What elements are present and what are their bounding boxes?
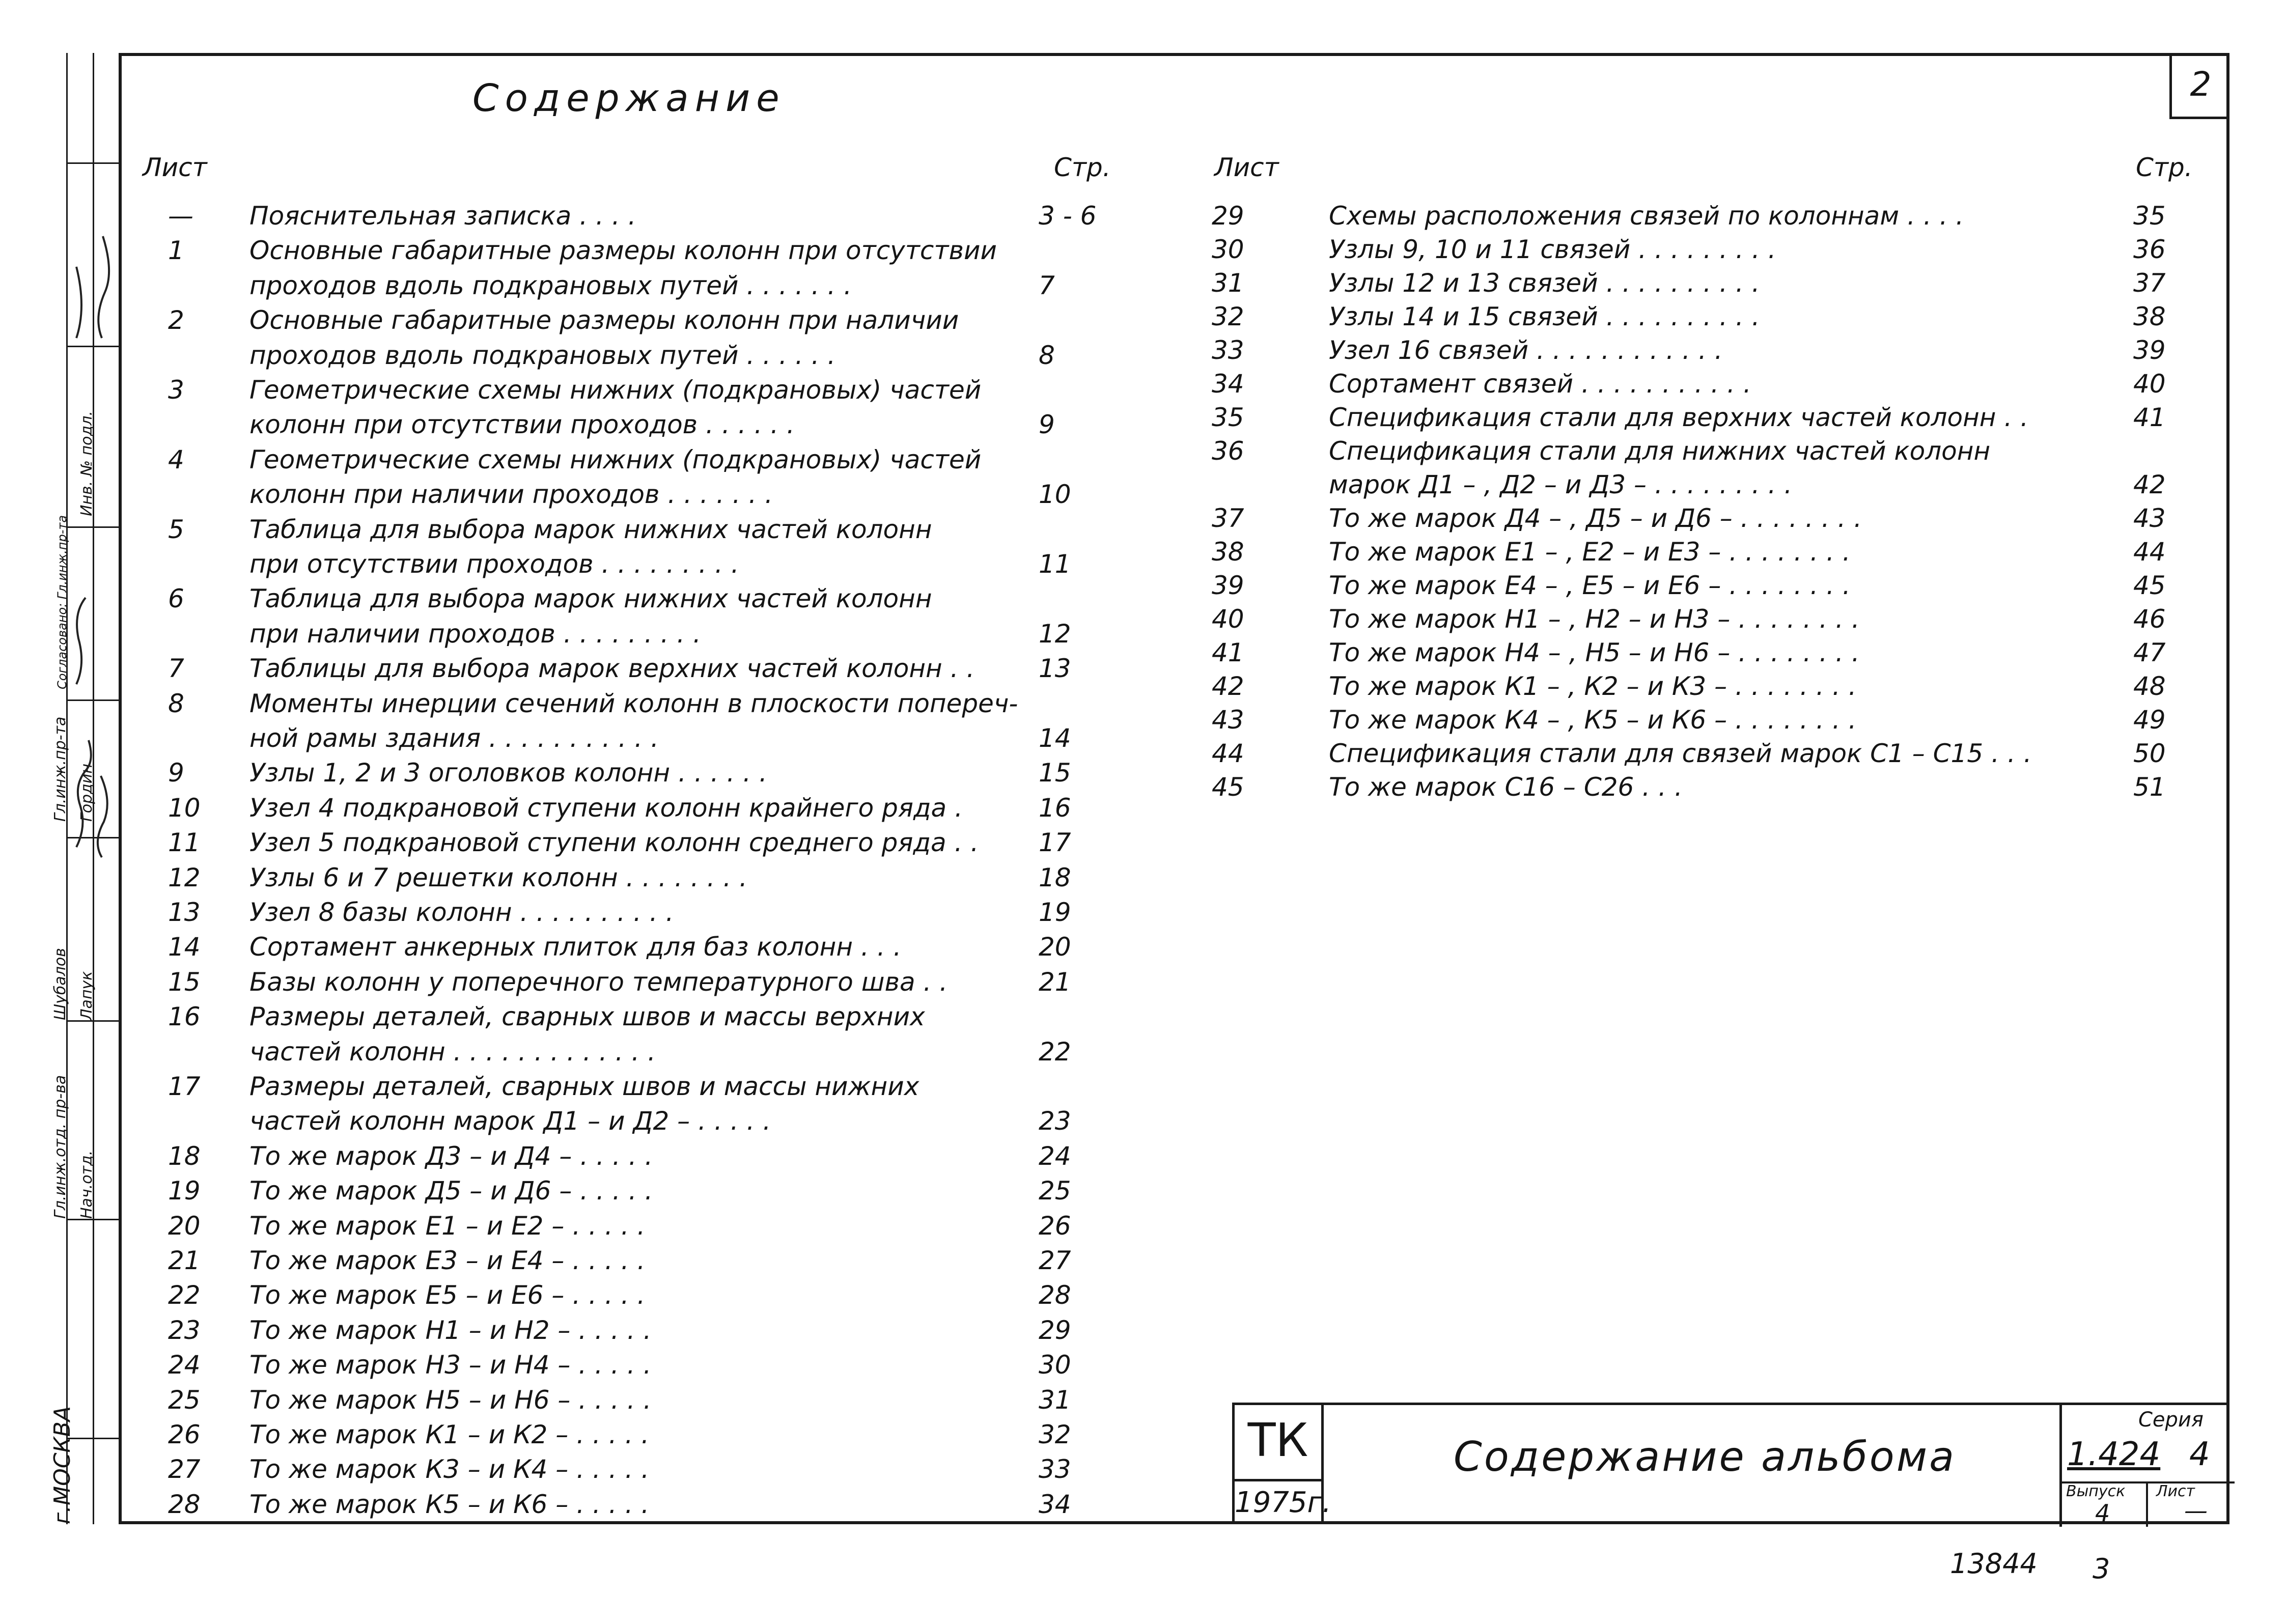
row-sheet-number: 37 — [1212, 503, 1244, 533]
row-title: Узел 4 подкрановой ступени колонн крайнего ряда . — [249, 793, 963, 823]
row-page: 51 — [2133, 772, 2166, 802]
row-title: То же марок К5 – и К6 – . . . . . — [249, 1489, 650, 1519]
row-sheet-number: 6 — [168, 584, 184, 614]
row-sheet-number: 20 — [168, 1211, 201, 1241]
contents-row — [168, 1246, 1110, 1281]
row-title: Таблицы для выбора марок верхних частей колонн . . — [249, 654, 975, 684]
row-sheet-number: 34 — [1212, 369, 1244, 399]
row-sheet-number: 13 — [168, 898, 201, 927]
row-title: колонн при отсутствии проходов . . . . . . — [249, 410, 795, 440]
row-title: Узел 8 базы колонн . . . . . . . . . . — [249, 898, 674, 927]
row-title: проходов вдоль подкрановых путей . . . . . . . — [249, 270, 852, 300]
contents-row — [1212, 436, 2205, 472]
contents-row — [1212, 235, 2205, 270]
series-divider-v — [2146, 1481, 2148, 1527]
contents-row — [168, 898, 1110, 933]
row-sheet-number: 17 — [168, 1072, 201, 1101]
contents-row — [168, 271, 1110, 306]
contents-row — [168, 689, 1110, 724]
row-sheet-number: 32 — [1212, 302, 1244, 331]
row-page: 35 — [2133, 201, 2166, 231]
contents-row — [168, 341, 1110, 376]
row-sheet-number: 8 — [168, 688, 184, 718]
contents-row — [1212, 772, 2205, 808]
strip-label: Лапук — [78, 971, 96, 1020]
contents-row — [168, 1037, 1110, 1073]
series-block — [2059, 1405, 2232, 1527]
row-page: 34 — [1039, 1489, 1071, 1519]
row-page: 19 — [1039, 898, 1071, 927]
row-sheet-number: 25 — [168, 1385, 201, 1415]
contents-row — [168, 1211, 1110, 1247]
row-title: марок Д1 – , Д2 – и Д3 – . . . . . . . . . — [1329, 470, 1793, 499]
series-value: 1.424 — [2067, 1436, 2161, 1473]
row-title: То же марок Н3 – и Н4 – . . . . . — [249, 1350, 652, 1380]
row-page: 48 — [2133, 671, 2166, 701]
row-page: 20 — [1039, 932, 1071, 962]
year-mark: 1975г. — [1235, 1481, 1324, 1524]
row-sheet-number: 36 — [1212, 436, 1244, 466]
contents-row — [168, 584, 1110, 620]
row-page: 43 — [2133, 503, 2166, 533]
row-title: проходов вдоль подкрановых путей . . . . . . — [249, 340, 836, 370]
row-sheet-number: 24 — [168, 1350, 201, 1380]
row-title: Моменты инерции сечений колонн в плоскости попереч- — [249, 688, 1018, 718]
row-title: при отсутствии проходов . . . . . . . . . — [249, 549, 739, 579]
row-sheet-number: 31 — [1212, 268, 1244, 298]
contents-row — [168, 1176, 1110, 1212]
row-page: 18 — [1039, 862, 1071, 892]
row-sheet-number: 15 — [168, 967, 201, 997]
contents-row — [1212, 201, 2205, 237]
contents-row — [168, 1141, 1110, 1177]
vypusk-value: 4 — [2095, 1499, 2110, 1527]
contents-row — [168, 305, 1110, 341]
contents-row — [168, 375, 1110, 411]
signature-scribble — [98, 236, 109, 338]
row-title: ной рамы здания . . . . . . . . . . . — [249, 723, 659, 753]
row-page: 3 - 6 — [1039, 201, 1097, 231]
row-page: 31 — [1039, 1385, 1071, 1415]
contents-row — [168, 828, 1110, 863]
row-title: Узлы 12 и 13 связей . . . . . . . . . . — [1329, 268, 1760, 298]
contents-row — [168, 619, 1110, 655]
row-sheet-number: 33 — [1212, 335, 1244, 365]
row-title: Основные габаритные размеры колонн при наличии — [249, 305, 959, 335]
row-page: 8 — [1039, 340, 1055, 370]
contents-row — [168, 1420, 1110, 1455]
row-title: То же марок Е4 – , Е5 – и Е6 – . . . . . . . . — [1329, 571, 1851, 600]
row-title: Узел 5 подкрановой ступени колонн среднего ряда . . — [249, 828, 979, 858]
strip-signatures — [66, 53, 119, 1524]
strip-label: Шубалов — [51, 948, 69, 1020]
row-page: 40 — [2133, 369, 2166, 399]
contents-row — [168, 1454, 1110, 1490]
row-sheet-number: 28 — [168, 1489, 201, 1519]
row-title: То же марок К1 – , К2 – и К3 – . . . . . . . . — [1329, 671, 1857, 701]
row-page: 14 — [1039, 723, 1071, 753]
row-sheet-number: 5 — [168, 514, 184, 544]
row-page: 25 — [1039, 1176, 1071, 1206]
contents-row — [168, 863, 1110, 899]
row-sheet-number: 30 — [1212, 235, 1244, 264]
row-title: То же марок К1 – и К2 – . . . . . — [249, 1420, 650, 1449]
row-sheet-number: 1 — [168, 236, 184, 266]
row-page: 7 — [1039, 270, 1055, 300]
row-title: Пояснительная записка . . . . — [249, 201, 636, 231]
stamp-extra: 3 — [2093, 1553, 2110, 1585]
series-label: Серия — [2138, 1408, 2204, 1432]
row-page: 42 — [2133, 470, 2166, 499]
list-label: Лист — [2156, 1482, 2195, 1500]
row-title: То же марок Е5 – и Е6 – . . . . . — [249, 1280, 646, 1310]
title-block — [1232, 1403, 2229, 1527]
org-mark: ТК — [1235, 1405, 1324, 1481]
contents-row — [168, 932, 1110, 968]
row-page: 23 — [1039, 1106, 1071, 1136]
row-sheet-number: 19 — [168, 1176, 201, 1206]
row-title: Спецификация стали для связей марок С1 – С15 . . . — [1329, 739, 2032, 768]
row-title: Узлы 6 и 7 решетки колонн . . . . . . . . — [249, 862, 747, 892]
row-page: 45 — [2133, 571, 2166, 600]
row-sheet-number: 12 — [168, 862, 201, 892]
row-page: 50 — [2133, 739, 2166, 768]
row-title: То же марок Е1 – , Е2 – и Е3 – . . . . . . . . — [1329, 537, 1851, 567]
row-page: 32 — [1039, 1420, 1071, 1449]
row-title: Таблица для выбора марок нижних частей колонн — [249, 514, 932, 544]
row-sheet-number: 41 — [1212, 638, 1244, 667]
row-page: 33 — [1039, 1454, 1071, 1485]
row-sheet-number: 14 — [168, 932, 201, 962]
row-title: Спецификация стали для верхних частей колонн . . — [1329, 403, 2029, 432]
row-sheet-number: 23 — [168, 1315, 201, 1345]
signature-scribble — [76, 267, 81, 338]
contents-row — [1212, 638, 2205, 674]
contents-row — [1212, 503, 2205, 539]
signature-scribble — [76, 740, 91, 847]
contents-row — [1212, 671, 2205, 707]
row-sheet-number: 16 — [168, 1002, 201, 1032]
row-title: Узлы 1, 2 и 3 оголовков колонн . . . . . . — [249, 758, 767, 788]
row-title: Таблица для выбора марок нижних частей колонн — [249, 584, 932, 614]
row-title: Базы колонн у поперечного температурного шва . . — [249, 967, 948, 997]
row-page: 27 — [1039, 1246, 1071, 1275]
row-title: То же марок Д4 – , Д5 – и Д6 – . . . . . . . . — [1329, 503, 1862, 533]
contents-row — [1212, 268, 2205, 304]
contents-row — [168, 1490, 1110, 1525]
row-title: То же марок К3 – и К4 – . . . . . — [249, 1454, 650, 1485]
sheet-number: 2 — [2169, 53, 2229, 119]
contents-row — [168, 793, 1110, 829]
row-sheet-number: — — [168, 201, 193, 231]
contents-row — [168, 758, 1110, 794]
left-col-header-sheet: Лист — [143, 153, 207, 182]
contents-row — [168, 1350, 1110, 1386]
row-page: 30 — [1039, 1350, 1071, 1380]
contents-row — [168, 549, 1110, 585]
row-title: Спецификация стали для нижних частей колонн — [1329, 436, 1991, 466]
contents-row — [168, 1315, 1110, 1351]
row-page: 38 — [2133, 302, 2166, 331]
contents-row — [168, 1385, 1110, 1421]
contents-row — [168, 410, 1110, 445]
row-title: частей колонн . . . . . . . . . . . . . — [249, 1037, 656, 1067]
row-sheet-number: 43 — [1212, 705, 1244, 735]
contents-row — [1212, 739, 2205, 774]
row-title: Схемы расположения связей по колоннам . . . . — [1329, 201, 1964, 231]
row-page: 26 — [1039, 1211, 1071, 1241]
row-sheet-number: 7 — [168, 654, 184, 684]
left-title-strip — [49, 53, 119, 1524]
row-sheet-number: 39 — [1212, 571, 1244, 600]
row-sheet-number: 45 — [1212, 772, 1244, 802]
signature-scribble — [98, 776, 107, 857]
contents-row — [168, 1002, 1110, 1038]
row-title: Размеры деталей, сварных швов и массы верхних — [249, 1002, 925, 1032]
contents-row — [168, 1106, 1110, 1142]
strip-label: Нач.отд. — [78, 1150, 96, 1219]
contents-row — [1212, 369, 2205, 405]
contents-row — [1212, 403, 2205, 438]
right-col-header-page: Стр. — [2136, 153, 2193, 182]
row-title: То же марок Е1 – и Е2 – . . . . . — [249, 1211, 646, 1241]
row-sheet-number: 21 — [168, 1246, 201, 1275]
row-page: 37 — [2133, 268, 2166, 298]
page-title: Содержание — [472, 76, 786, 120]
contents-row — [1212, 470, 2205, 506]
contents-row — [1212, 335, 2205, 371]
contents-row — [1212, 537, 2205, 573]
row-title: Узлы 14 и 15 связей . . . . . . . . . . — [1329, 302, 1760, 331]
row-sheet-number: 26 — [168, 1420, 201, 1449]
row-sheet-number: 35 — [1212, 403, 1244, 432]
series-sheet: 4 — [2189, 1436, 2210, 1473]
row-page: 22 — [1039, 1037, 1071, 1067]
row-title: Основные габаритные размеры колонн при отсутствии — [249, 236, 997, 266]
row-page: 44 — [2133, 537, 2166, 567]
row-sheet-number: 38 — [1212, 537, 1244, 567]
row-page: 29 — [1039, 1315, 1071, 1345]
inventory-number: 13844 — [1950, 1548, 2038, 1580]
row-title: Геометрические схемы нижних (подкрановых) частей — [249, 375, 982, 405]
row-sheet-number: 11 — [168, 828, 201, 858]
row-page: 24 — [1039, 1141, 1071, 1171]
row-title: То же марок Д3 – и Д4 – . . . . . — [249, 1141, 653, 1171]
row-title: Геометрические схемы нижних (подкрановых) частей — [249, 444, 982, 474]
contents-row — [1212, 571, 2205, 606]
strip-label: Согласовано: Гл.инж.пр-та — [55, 515, 69, 689]
row-title: Сортамент связей . . . . . . . . . . . — [1329, 369, 1751, 399]
contents-row — [1212, 705, 2205, 741]
row-page: 12 — [1039, 619, 1071, 649]
row-title: То же марок С16 – С26 . . . — [1329, 772, 1683, 802]
row-title: То же марок Д5 – и Д6 – . . . . . — [249, 1176, 653, 1206]
contents-row — [1212, 302, 2205, 338]
row-sheet-number: 29 — [1212, 201, 1244, 231]
row-title: при наличии проходов . . . . . . . . . — [249, 619, 701, 649]
right-col-header-sheet: Лист — [1214, 153, 1279, 182]
contents-row — [168, 654, 1110, 689]
row-title: Сортамент анкерных плиток для баз колонн . . . — [249, 932, 902, 962]
row-page: 36 — [2133, 235, 2166, 264]
row-sheet-number: 22 — [168, 1280, 201, 1310]
row-sheet-number: 9 — [168, 758, 184, 788]
row-page: 10 — [1039, 480, 1071, 510]
row-page: 28 — [1039, 1280, 1071, 1310]
row-title: Размеры деталей, сварных швов и массы нижних — [249, 1072, 919, 1101]
row-sheet-number: 2 — [168, 305, 184, 335]
row-sheet-number: 44 — [1212, 739, 1244, 768]
row-title: частей колонн марок Д1 – и Д2 – . . . . . — [249, 1106, 771, 1136]
row-title: То же марок Н1 – и Н2 – . . . . . — [249, 1315, 652, 1345]
album-title: Содержание альбома — [1454, 1433, 1957, 1480]
row-title: То же марок Н5 – и Н6 – . . . . . — [249, 1385, 652, 1415]
row-title: То же марок Е3 – и Е4 – . . . . . — [249, 1246, 646, 1275]
row-page: 16 — [1039, 793, 1071, 823]
row-page: 39 — [2133, 335, 2166, 365]
row-page: 47 — [2133, 638, 2166, 667]
row-page: 46 — [2133, 604, 2166, 634]
row-page: 15 — [1039, 758, 1071, 788]
row-page: 41 — [2133, 403, 2166, 432]
row-sheet-number: 3 — [168, 375, 184, 405]
signature-scribble — [76, 598, 86, 684]
row-title: То же марок Н4 – , Н5 – и Н6 – . . . . . . . . — [1329, 638, 1860, 667]
list-value: — — [2184, 1497, 2208, 1524]
contents-row — [1212, 604, 2205, 640]
strip-label: Инв. № подл. — [78, 411, 96, 516]
strip-label: Гл.инж.отд. пр-ва — [51, 1075, 69, 1219]
row-page: 17 — [1039, 828, 1071, 858]
row-sheet-number: 27 — [168, 1454, 201, 1485]
row-sheet-number: 18 — [168, 1141, 201, 1171]
row-title: колонн при наличии проходов . . . . . . . — [249, 480, 773, 510]
city-label: г.МОСКВА — [49, 1406, 75, 1524]
row-page: 49 — [2133, 705, 2166, 735]
row-title: То же марок К4 – , К5 – и К6 – . . . . . . . . — [1329, 705, 1857, 735]
contents-row — [168, 201, 1110, 237]
row-title: То же марок Н1 – , Н2 – и Н3 – . . . . . . . . — [1329, 604, 1860, 634]
left-col-header-page: Стр. — [1054, 153, 1111, 182]
strip-label: Гордин — [78, 764, 96, 822]
contents-row — [168, 480, 1110, 515]
row-sheet-number: 10 — [168, 793, 201, 823]
row-sheet-number: 4 — [168, 444, 184, 474]
row-page: 11 — [1039, 549, 1071, 579]
row-title: Узел 16 связей . . . . . . . . . . . . — [1329, 335, 1723, 365]
row-title: Узлы 9, 10 и 11 связей . . . . . . . . . — [1329, 235, 1776, 264]
row-page: 21 — [1039, 967, 1071, 997]
contents-row — [168, 723, 1110, 759]
row-sheet-number: 40 — [1212, 604, 1244, 634]
contents-row — [168, 445, 1110, 481]
strip-label: Гл.инж.пр-та — [51, 716, 69, 822]
contents-row — [168, 515, 1110, 550]
contents-row — [168, 236, 1110, 271]
row-sheet-number: 42 — [1212, 671, 1244, 701]
contents-row — [168, 1280, 1110, 1316]
contents-row — [168, 1072, 1110, 1107]
vypusk-label: Выпуск — [2066, 1482, 2126, 1500]
row-page: 13 — [1039, 654, 1071, 684]
row-page: 9 — [1039, 410, 1055, 440]
contents-row — [168, 967, 1110, 1003]
